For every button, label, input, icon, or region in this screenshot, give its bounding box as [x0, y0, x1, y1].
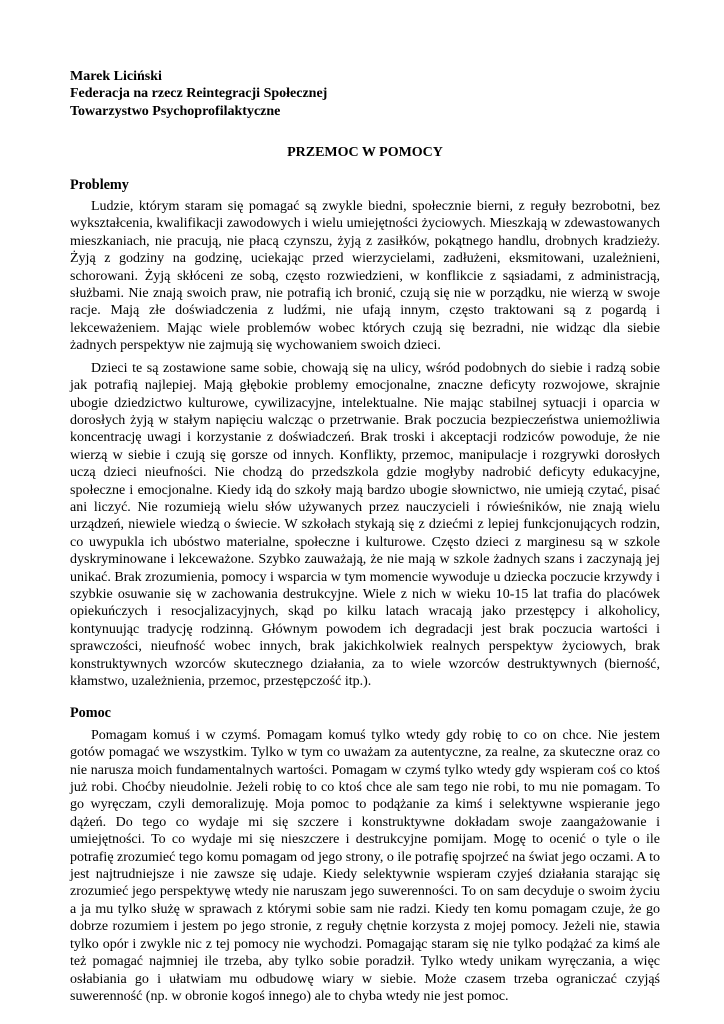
section-heading-problemy: Problemy — [70, 176, 129, 193]
author-society: Towarzystwo Psychoprofilaktyczne — [70, 103, 281, 119]
paragraph: Dzieci te są zostawione same sobie, chowają się na ulicy, wśród podobnych do siebie i radzą sobie jak potrafią najlepiej. Mają głębokie problemy emocjonalne, znaczne deficyty rozwojowe, skrajnie ubogie dziedzictwo kulturowe, cywilizacyjne, intelektualne. Nie mając stabilnej sytuacji i oparcia w dorosłych żyją w stałym napięciu walcząc o przetrwanie. Brak poczucia bezpieczeństwa uniemożliwia koncentrację uwagi i korzystanie z doświadczeń. Brak troski i akceptacji rodziców powoduje, że nie wierzą w siebie i czują się gorsze od innych. Konflikty, przemoc, manipulacje i rozgrywki dorosłych uczą dzieci nieufności. Nie chodzą do przedszkola gdzie mogłyby nadrobić deficyty edukacyjne, społeczne i emocjonalne. Kiedy idą do szkoły mają bardzo ubogie słownictwo, nie umieją czytać, pisać ani liczyć. Nie rozumieją wielu słów używanych przez nauczycieli i rówieśników, nie znają wielu urządzeń, niewiele wiedzą o świecie. W szkołach stykają się z dziećmi z lepiej funkcjonujących rodzin, co uwypukla ich ubóstwo materialne, społeczne i kulturowe. Często dzieci z marginesu są w szkole dyskryminowane i lekceważone. Szybko zauważają, że nie mają w szkole żadnych szans i zaczynają jej unikać. Brak zrozumienia, pomocy i wsparcia w tym momencie wywoduje u dziecka poczucie krzywdy i szybkie osuwanie się w zachowania destrukcyjne. Wiele z nich w wieku 10-15 lat trafia do placówek opiekuńczych i resocjalizacyjnych, skąd po kilku latach wracają jako przestępcy i alkoholicy, kontynuując tradycję rodzinną. Głównym powodem ich degradacji jest brak poczucia wartości i sprawczości, nieufność wobec innych, brak jakichkolwiek realnych perspektyw życiowych, brak konstruktywnych wzorców skutecznego działania, za to wiele wzorców destruktywnych (bierność, kłamstwo, uzależnienia, przemoc, przestępczość itp.). — [70, 360, 660, 689]
paragraph: Ludzie, którym staram się pomagać są zwykle biedni, społecznie bierni, z reguły bezrobotni, bez wykształcenia, kwalifikacji zawodowych i wielu umiejętności życiowych. Mieszkają w zdewastowanych mieszkaniach, nie pracują, nie płacą czynszu, żyją z zasiłków, pokątnego handlu, drobnych kradzieży. Żyją z godziny na godzinę, uciekając przed wierzycielami, zadłużeni, eksmitowani, uzależnieni, schorowani. Żyją skłóceni ze sobą, często rozwiedzieni, w konflikcie z sąsiadami, z administracją, służbami. Nie znają swoich praw, nie potrafią ich bronić, czują się nie w porządku, nie wierzą w swoje racje. Mają złe doświadczenia z ludźmi, nie ufają innym, często traktowani są z pogardą i lekceważeniem. Mając wiele problemów wobec których czują się bezradni, nie widząc dla siebie żadnych perspektyw nie zajmują się wychowaniem swoich dzieci. — [70, 199, 660, 354]
document-page — [70, 68, 660, 1010]
paragraph: Pomagam komuś i w czymś. Pomagam komuś tylko wtedy gdy robię to co on chce. Nie jestem gotów pomagać we wszystkim. Tylko w tym co uważam za autentyczne, za realne, za skuteczne oraz co nie narusza moich fundamentalnych wartości. Pomagam w czymś tylko wtedy gdy wspieram coś co ktoś już robi. Choćby nieudolnie. Jeżeli robię to co ktoś chce ale sam tego nie robi, to mu nie pomagam. To go wyręczam, czyli demoralizuję. Moja pomoc to podążanie za kimś i selektywne wspieranie jego dążeń. Do tego co wydaje mi się szczere i konstruktywne dokładam swoje zaangażowanie i umiejętności. To co wydaje mi się nieszczere i destrukcyjne pomijam. Mogę to ocenić o tyle o ile potrafię zrozumieć tego komu pomagam od jego strony, o ile potrafię spojrzeć na świat jego oczami. A to jest najtrudniejsze i nie zawsze się udaje. Kiedy selektywnie wspieram czyjeś działania starając się zrozumieć jego perspektywę wtedy nie naruszam jego suwerenności. To on sam decyduje o swoim życiu a ja mu tylko służę w sprawach z którymi sobie sam nie radzi. Kiedy ten komu pomagam czuje, że go dobrze rozumiem i jestem po jego stronie, z reguły chętnie korzysta z mojej pomocy. Jeżeli nie, stawia tylko opór i zwykle nic z tej pomocy nie wychodzi. Pomagając staram się nie tylko podążać za kimś ale też pomagać najmniej ile trzeba, aby tylko sobie poradził. Tylko wtedy unikam wyręczania, a więc osłabiania go i ułatwiam mu odbudowę wiary w siebie. Może czasem trzeba ograniczać czyjąś suwerenność (np. w obronie kogoś innego) ale to chyba wtedy nie jest pomoc. — [70, 727, 660, 1004]
section-heading-pomoc: Pomoc — [70, 705, 111, 722]
author-organization: Federacja na rzecz Reintegracji Społecznej — [70, 86, 328, 102]
author-name: Marek Liciński — [70, 69, 162, 84]
document-title: PRZEMOC W POMOCY — [287, 145, 443, 161]
